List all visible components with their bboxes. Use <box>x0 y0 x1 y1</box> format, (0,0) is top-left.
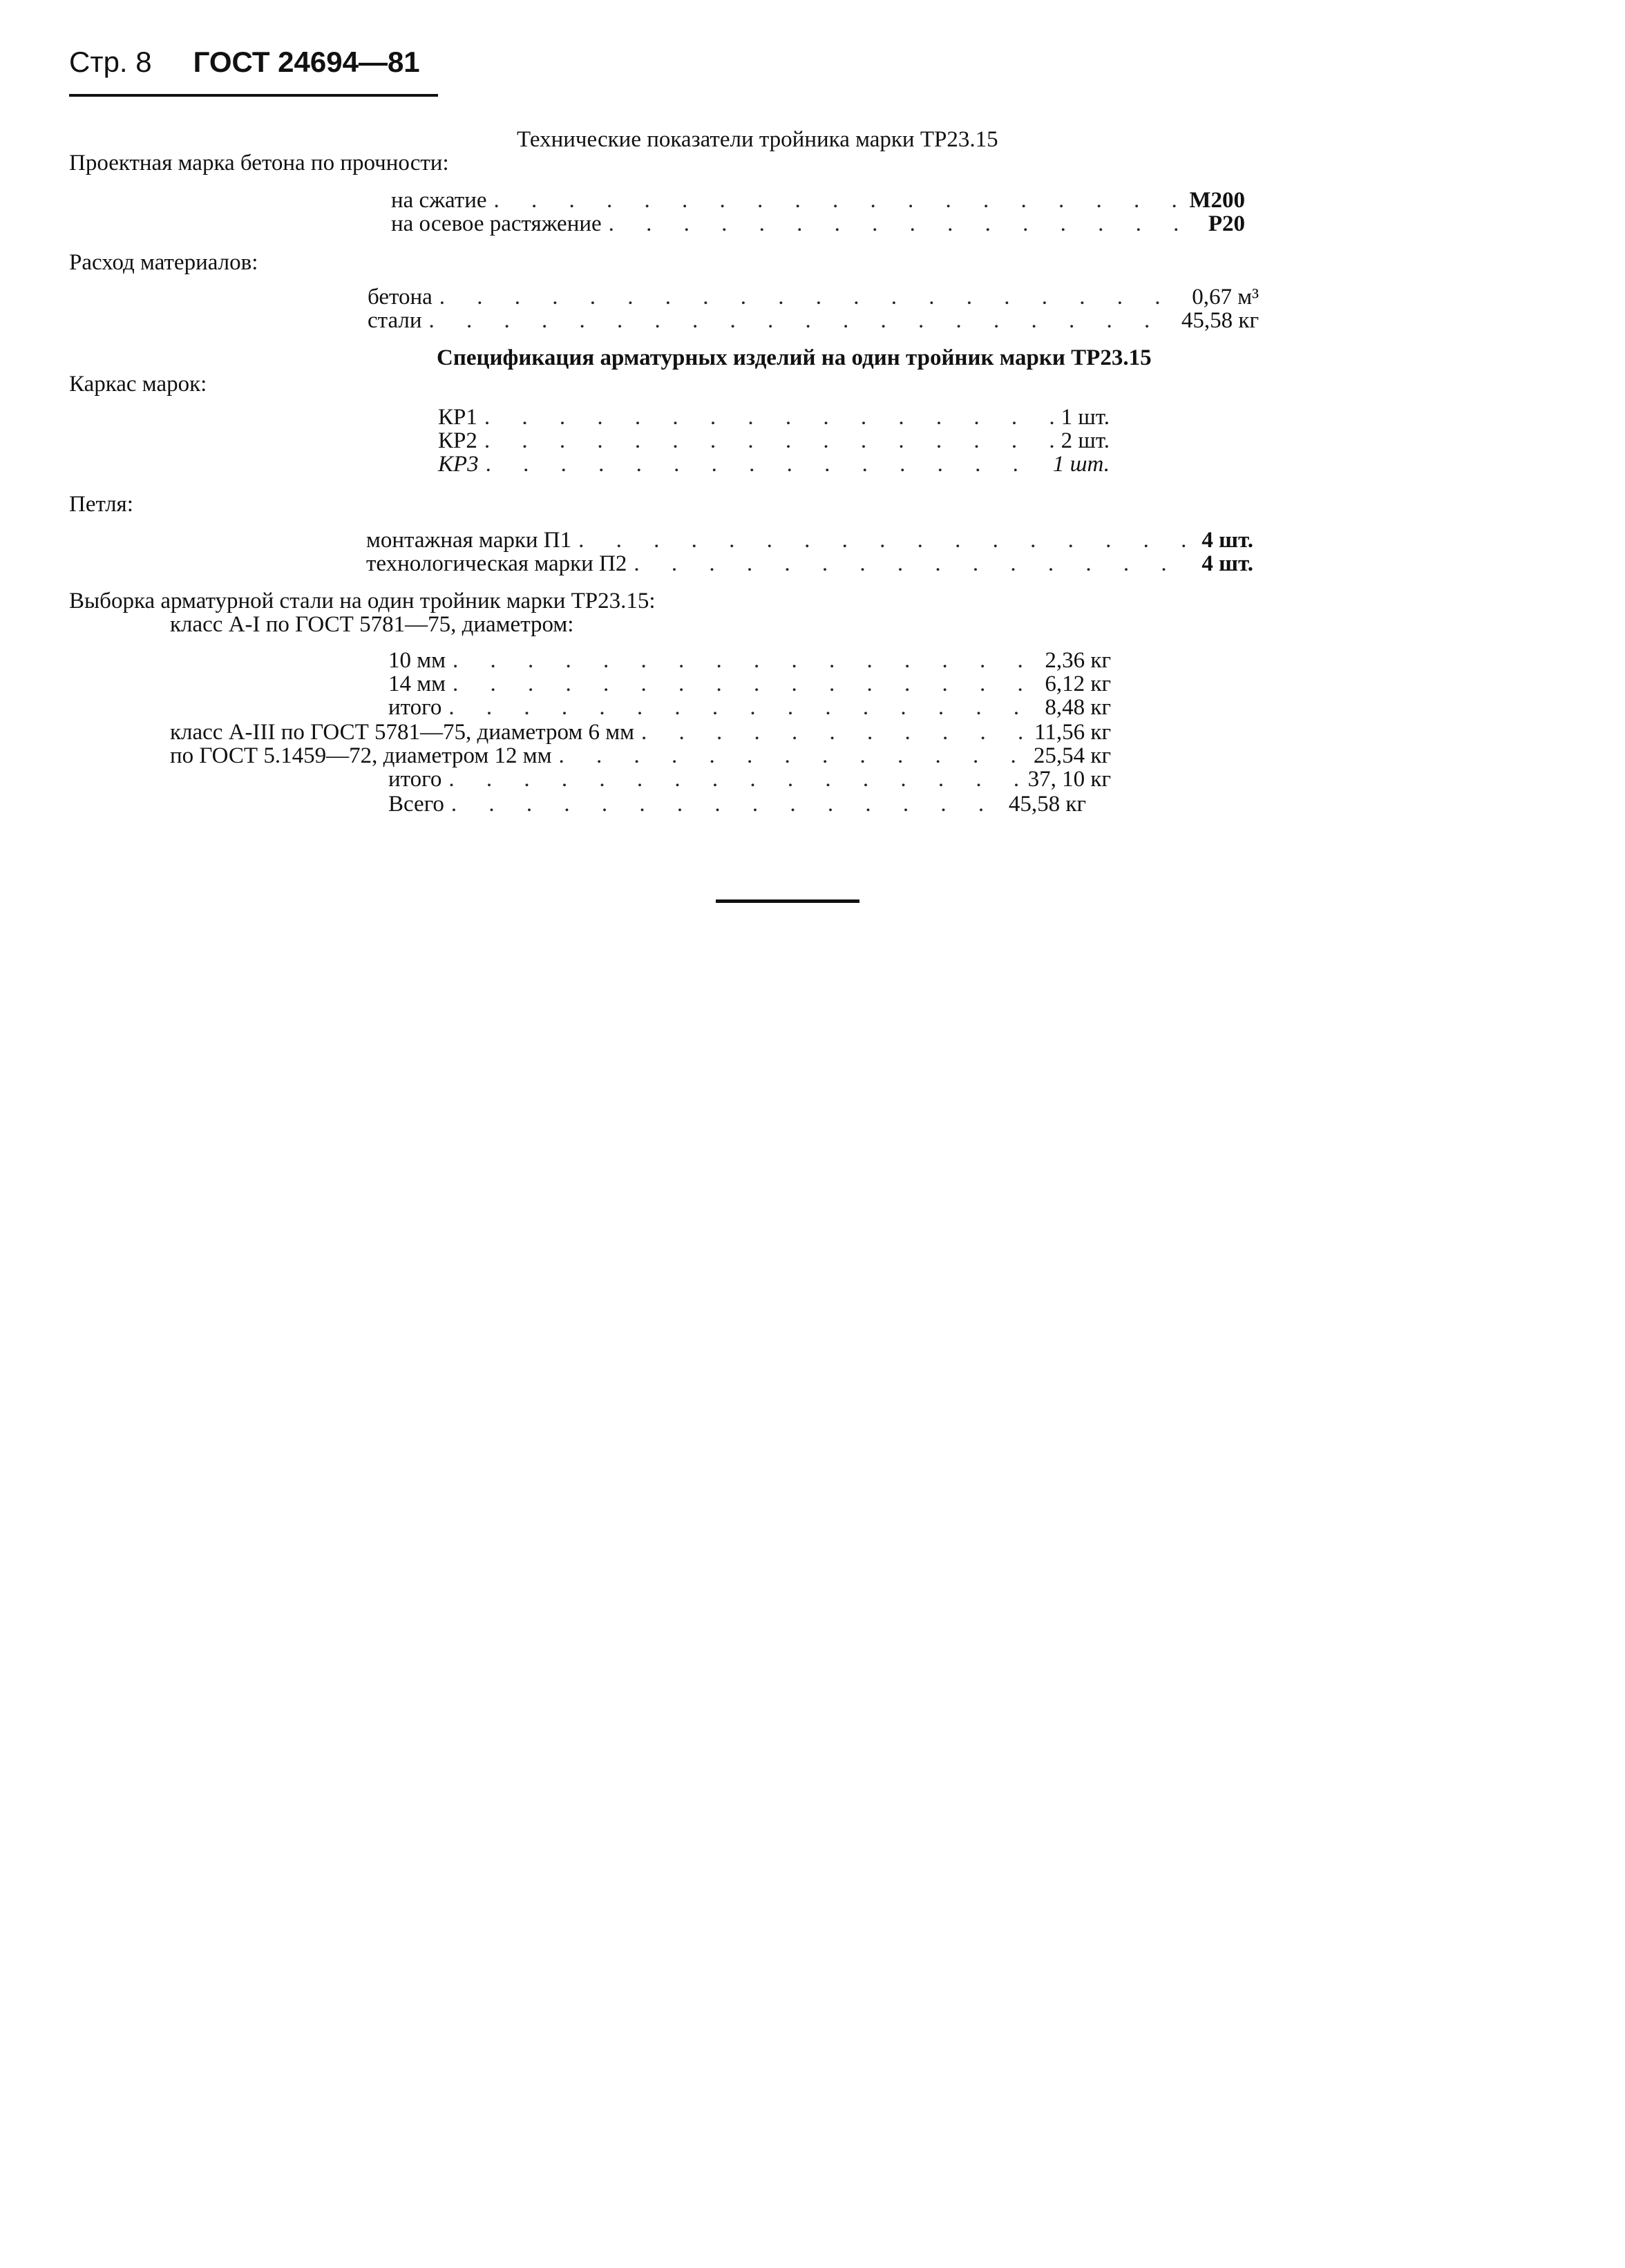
end-rule <box>716 899 859 903</box>
class-a1-label: класс А-I по ГОСТ 5781—75, диаметром: <box>170 612 574 637</box>
leader-dots <box>484 428 1054 453</box>
row-value: 45,58 кг <box>1008 792 1086 817</box>
material-row <box>368 308 1259 333</box>
row-value: М200 <box>1189 188 1245 213</box>
leader-dots <box>453 648 1038 673</box>
row-value: 6,12 кг <box>1045 671 1111 696</box>
steel-title: Выборка арматурной стали на один тройник марки ТР23.15: <box>69 589 656 613</box>
header-rule <box>69 94 438 97</box>
leader-dots <box>439 285 1185 309</box>
steel-row <box>388 695 1111 720</box>
row-value: 1 шт. <box>1052 452 1110 477</box>
leader-dots <box>484 405 1054 430</box>
row-label: итого <box>388 695 442 720</box>
row-label: бетона <box>368 285 433 309</box>
frame-row <box>438 405 1110 430</box>
frames-label: Каркас марок: <box>69 372 207 397</box>
leader-dots <box>559 743 1027 768</box>
leader-dots <box>448 695 1038 720</box>
row-label: по ГОСТ 5.1459—72, диаметром 12 мм <box>170 743 552 768</box>
page-number: Стр. 8 <box>69 46 152 78</box>
row-label: КР2 <box>438 428 477 453</box>
row-label: 10 мм <box>388 648 446 673</box>
leader-dots <box>429 308 1175 333</box>
row-label: итого <box>388 767 442 792</box>
leader-dots <box>451 792 1002 817</box>
materials-label: Расход материалов: <box>69 250 258 275</box>
loop-row <box>366 551 1253 576</box>
row-value: 4 шт. <box>1201 551 1253 576</box>
steel-row <box>388 648 1111 673</box>
row-label: на сжатие <box>391 188 487 213</box>
row-value: 45,58 кг <box>1181 308 1259 333</box>
row-value: 4 шт. <box>1201 528 1253 553</box>
row-value: 1 шт. <box>1061 405 1110 430</box>
row-value: 8,48 кг <box>1045 695 1111 720</box>
strength-row <box>391 211 1245 236</box>
row-label: КР1 <box>438 405 477 430</box>
steel-row <box>170 720 1111 745</box>
row-label: КР3 <box>438 452 479 477</box>
frame-row <box>438 428 1110 453</box>
strength-row <box>391 188 1245 213</box>
tech-title: Технические показатели тройника марки ТР23.15 <box>517 127 998 152</box>
leader-dots <box>609 211 1201 236</box>
row-label: монтажная марки П1 <box>366 528 572 553</box>
leader-dots <box>641 720 1027 745</box>
row-label: на осевое растяжение <box>391 211 602 236</box>
row-value: Р20 <box>1208 211 1245 236</box>
steel-row <box>170 743 1111 768</box>
row-value: 2 шт. <box>1061 428 1110 453</box>
row-value: 25,54 кг <box>1033 743 1111 768</box>
row-value: 0,67 м³ <box>1192 285 1259 309</box>
standard-number: ГОСТ 24694—81 <box>193 46 420 78</box>
steel-total-row <box>388 792 1086 817</box>
row-value: 37, 10 кг <box>1027 767 1111 792</box>
row-value: 2,36 кг <box>1045 648 1111 673</box>
loop-row <box>366 528 1253 553</box>
material-row <box>368 285 1259 309</box>
spec-title: Спецификация арматурных изделий на один тройник марки ТР23.15 <box>437 345 1152 370</box>
leader-dots <box>448 767 1020 792</box>
leader-dots <box>486 452 1046 477</box>
row-value: 11,56 кг <box>1034 720 1111 745</box>
leader-dots <box>578 528 1195 553</box>
page-header <box>69 46 420 79</box>
leader-dots <box>453 671 1038 696</box>
loops-label: Петля: <box>69 492 133 517</box>
frame-row <box>438 452 1110 477</box>
leader-dots <box>634 551 1195 576</box>
strength-label: Проектная марка бетона по прочности: <box>69 151 449 175</box>
steel-total-row <box>388 767 1111 792</box>
row-label: 14 мм <box>388 671 446 696</box>
row-label: класс А-III по ГОСТ 5781—75, диаметром 6 мм <box>170 720 635 745</box>
steel-row <box>388 671 1111 696</box>
row-label: стали <box>368 308 422 333</box>
row-label: Всего <box>388 792 444 817</box>
leader-dots <box>494 188 1183 213</box>
row-label: технологическая марки П2 <box>366 551 627 576</box>
